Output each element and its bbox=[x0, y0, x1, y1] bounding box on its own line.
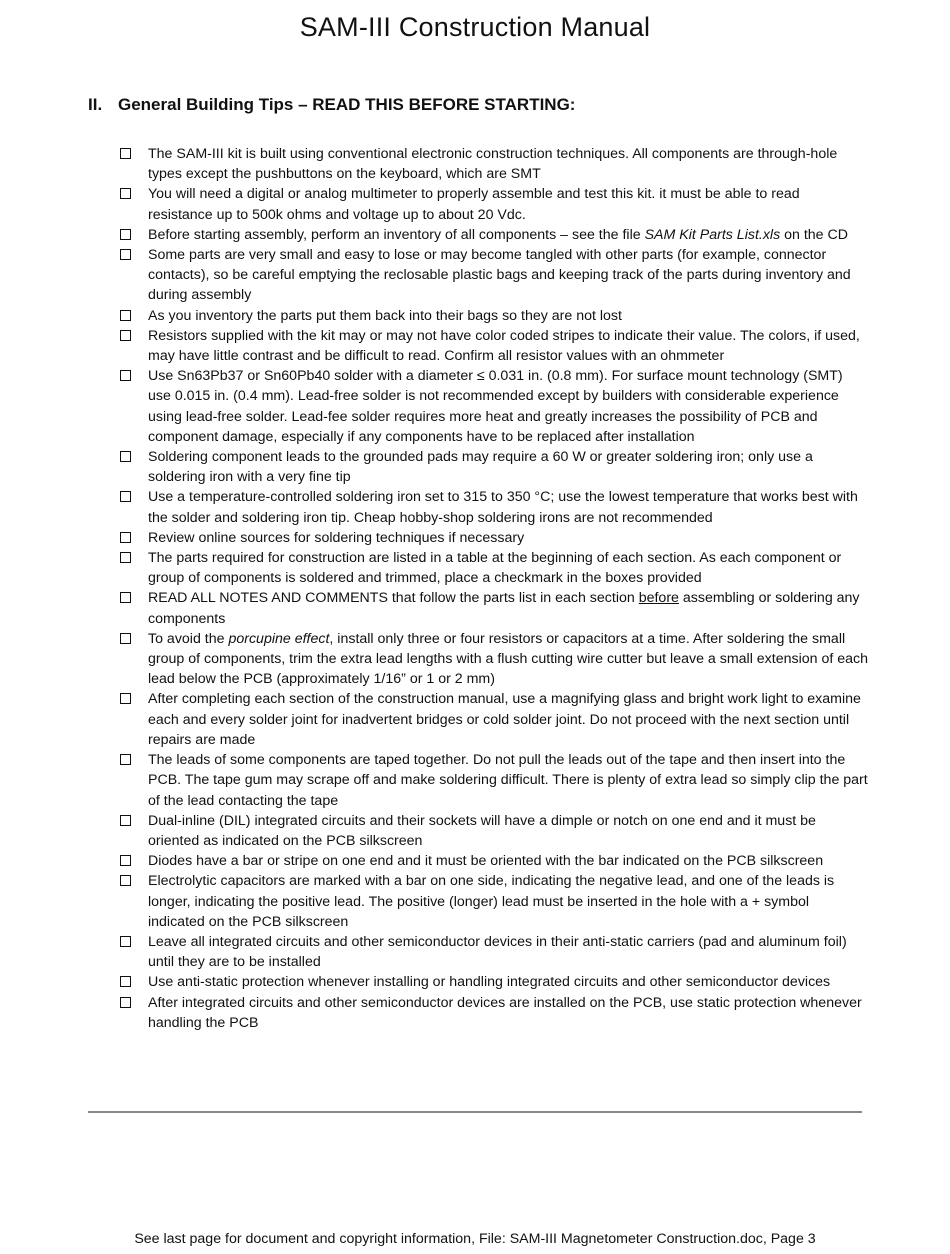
list-item-text: Before starting assembly, perform an inventory of all components – see the file SAM Kit Parts List.xls on the CD bbox=[148, 226, 848, 243]
checkbox-icon[interactable] bbox=[120, 855, 131, 866]
divider bbox=[88, 1111, 862, 1113]
emphasis: porcupine effect bbox=[228, 630, 330, 647]
list-item bbox=[118, 750, 868, 811]
list-item bbox=[118, 144, 868, 184]
checkbox-icon[interactable] bbox=[120, 633, 131, 644]
list-item-text: Electrolytic capacitors are marked with a bar on one side, indicating the negative lead, and one of the leads is longer, indicating the positive lead. The positive (longer) lead must be inserted in the hole with a + symbol indicated on the PCB silkscreen bbox=[148, 873, 835, 930]
list-item bbox=[118, 689, 868, 750]
list-item-text: The parts required for construction are listed in a table at the beginning of each section. As each component or group of components is soldered and trimmed, place a checkmark in the boxes provided bbox=[148, 550, 842, 587]
list-item-text: To avoid the porcupine effect, install only three or four resistors or capacitors at a time. After soldering the small group of components, trim the extra lead lengths with a flush cutting wire cutter but leave a small extension of each lead below the PCB (approximately 1/16” or 1 or 2 mm) bbox=[148, 630, 869, 688]
list-item-text: Dual-inline (DIL) integrated circuits and their sockets will have a dimple or notch on one end and it must be oriented as indicated on the PCB silkscreen bbox=[148, 812, 816, 849]
section-number: II. bbox=[88, 95, 103, 114]
list-item bbox=[118, 366, 868, 447]
checkbox-icon[interactable] bbox=[120, 936, 131, 947]
checkbox-icon[interactable] bbox=[120, 451, 131, 462]
list-item-text: READ ALL NOTES AND COMMENTS that follow the parts list in each section before assembling or soldering any components bbox=[148, 590, 860, 627]
list-item-text: Soldering component leads to the grounded pads may require a 60 W or greater soldering iron; only use a soldering iron with a very fine tip bbox=[148, 449, 813, 486]
list-item-text: You will need a digital or analog multimeter to properly assemble and test this kit. it must be able to read resistance up to 500k ohms and voltage up to about 20 Vdc. bbox=[148, 186, 800, 223]
list-item bbox=[118, 528, 868, 548]
checkbox-icon[interactable] bbox=[120, 249, 131, 260]
list-item-text: Diodes have a bar or stripe on one end and it must be oriented with the bar indicated on the PCB silkscreen bbox=[148, 853, 824, 870]
checkbox-icon[interactable] bbox=[120, 754, 131, 765]
list-item bbox=[118, 487, 868, 527]
checkbox-icon[interactable] bbox=[120, 815, 131, 826]
list-item-text: Leave all integrated circuits and other semiconductor devices in their anti-static carriers (pad and aluminum foil) until they are to be installed bbox=[148, 933, 847, 971]
list-item-text: Some parts are very small and easy to lose or may become tangled with other parts (for example, connector contacts), so be careful emptying the reclosable plastic bags and keeping track of the parts during inventory and during assembly bbox=[148, 247, 851, 304]
list-item-text: Use a temperature-controlled soldering iron set to 315 to 350 °C; use the lowest temperature that works best with the solder and soldering iron tip. Cheap hobby-shop soldering irons are not recommended bbox=[148, 489, 858, 526]
tips-list bbox=[118, 144, 868, 1033]
page-title: SAM-III Construction Manual bbox=[299, 12, 651, 42]
list-item bbox=[118, 184, 868, 224]
list-item bbox=[118, 871, 868, 932]
list-item bbox=[118, 326, 868, 366]
checkbox-icon[interactable] bbox=[120, 693, 131, 704]
checkbox-icon[interactable] bbox=[120, 875, 131, 886]
list-item bbox=[118, 588, 868, 628]
emphasis: SAM Kit Parts List.xls bbox=[644, 226, 781, 243]
checkbox-icon[interactable] bbox=[120, 188, 131, 199]
list-item bbox=[118, 811, 868, 851]
checkbox-icon[interactable] bbox=[120, 997, 131, 1008]
list-item-text: Use Sn63Pb37 or Sn60Pb40 solder with a diameter ≤ 0.031 in. (0.8 mm). For surface mount technology (SMT) use 0.015 in. (0.4 mm). Lead-free solder is not recommended except by builders with considerable experience using lead-free solder. Lead-fee solder requires more heat and greatly increases the possibility of PCB and component damage, especially if any components have to be replaced after installation bbox=[148, 368, 843, 445]
list-item bbox=[118, 245, 868, 306]
checkbox-icon[interactable] bbox=[120, 229, 131, 240]
checkbox-icon[interactable] bbox=[120, 310, 131, 321]
checkbox-icon[interactable] bbox=[120, 491, 131, 502]
list-item bbox=[118, 447, 868, 487]
emphasis: before bbox=[638, 590, 679, 607]
checkbox-icon[interactable] bbox=[120, 552, 131, 563]
list-item-text: The leads of some components are taped together. Do not pull the leads out of the tape and then insert into the PCB. The tape gum may scrape off and make soldering difficult. There is plenty of extra lead so simply clip the part of the lead contacting the tape bbox=[148, 752, 868, 809]
list-item bbox=[118, 629, 868, 690]
list-item-text: The SAM-III kit is built using conventional electronic construction techniques. All components are through-hole types except the pushbuttons on the keyboard, which are SMT bbox=[148, 146, 838, 183]
list-item-text: Use anti-static protection whenever installing or handling integrated circuits and other semiconductor devices bbox=[148, 974, 831, 991]
footer: See last page for document and copyright information, File: SAM-III Magnetometer Construction.doc, Page 3 bbox=[134, 1231, 816, 1247]
section-heading bbox=[88, 95, 575, 115]
list-item bbox=[118, 932, 868, 972]
list-item-text: After integrated circuits and other semiconductor devices are installed on the PCB, use static protection whenever handling the PCB bbox=[148, 994, 862, 1031]
list-item bbox=[118, 972, 868, 992]
checkbox-icon[interactable] bbox=[120, 330, 131, 341]
list-item bbox=[118, 225, 868, 245]
list-item-text: As you inventory the parts put them back into their bags so they are not lost bbox=[148, 307, 622, 324]
list-item-text: After completing each section of the construction manual, use a magnifying glass and bright work light to examine each and every solder joint for inadvertent bridges or cold solder joint. Do not proceed with the next section until repairs are made bbox=[148, 691, 861, 748]
list-item bbox=[118, 548, 868, 588]
list-item bbox=[118, 306, 868, 326]
checkbox-icon[interactable] bbox=[120, 976, 131, 987]
section-heading-text: General Building Tips – READ THIS BEFORE STARTING: bbox=[118, 95, 576, 114]
checkbox-icon[interactable] bbox=[120, 592, 131, 603]
list-item-text: Review online sources for soldering techniques if necessary bbox=[148, 529, 525, 546]
list-item bbox=[118, 993, 868, 1033]
checkbox-icon[interactable] bbox=[120, 532, 131, 543]
list-item-text: Resistors supplied with the kit may or may not have color coded stripes to indicate their value. The colors, if used, may have little contrast and be difficult to read. Confirm all resistor values with an ohmmeter bbox=[148, 327, 860, 365]
checkbox-icon[interactable] bbox=[120, 148, 131, 159]
list-item bbox=[118, 851, 868, 871]
checkbox-icon[interactable] bbox=[120, 370, 131, 381]
